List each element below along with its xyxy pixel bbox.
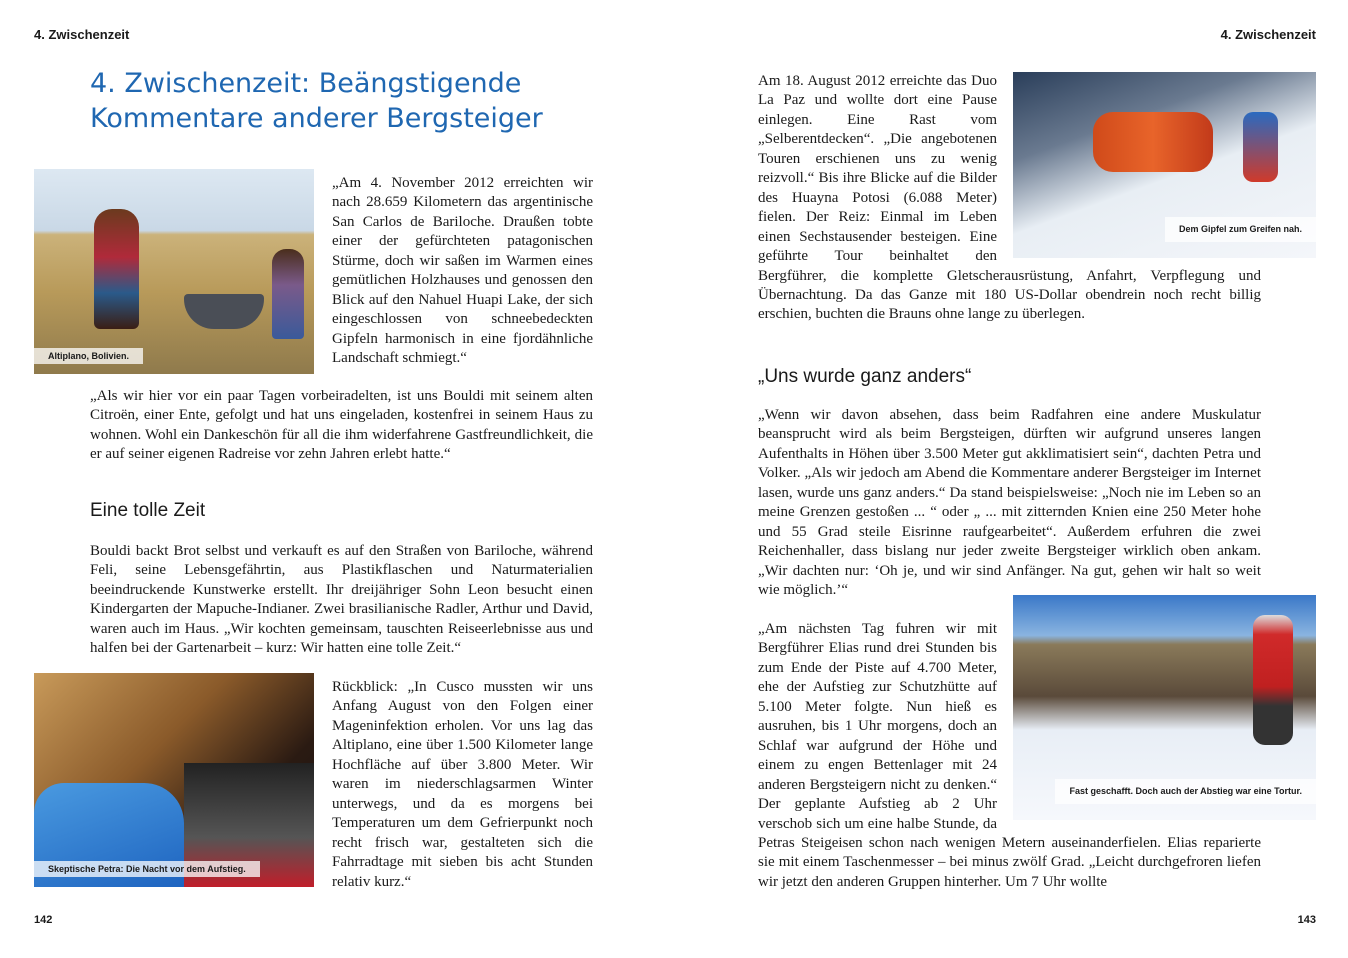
page-number: 143: [1297, 914, 1316, 926]
altiplano-photo: [34, 169, 314, 374]
paragraph: „Wenn wir davon absehen, dass beim Radfahren eine andere Muskulatur beansprucht wird als beim Bergsteigen, dürften wir aufgrund unseres langen Aufenthalts in Höhen über 3.500 Meter gut akklimatisiert sein“, dachten Petra und Volker. „Als wir jedoch am Abend die Kommentare anderer Bergsteiger im Internet lasen, wurde uns ganz anders.“ Da stand beispielsweise: „Noch nie im Leben so an meine Grenzen gestoßen ... “ oder „ ... mit zitternden Knien eine 250 Meter hohe und 55 Grad steile Eisrinne raufgearbeitet“. Außerdem erfuhren die zwei Reichenhaller, dass bislang nur jeder zweite Bergsteiger wirklich oben ankam. „Wir dachten nur: ‘Oh je, und wir sind Anfänger. Na gut, gehen wir halt so weit wie möglich.’“: [758, 407, 1261, 599]
paragraph: Rückblick: „In Cusco mussten wir uns Anfang August von den Folgen einer Mageninfektion erholen. Vor uns lag das Altiplano, eine über 1.500 Kilometer lange Hochfläche auf über 3.800 Meter. Wir waren im niederschlagsarmen Winter unterwegs, und da es morgens bei Temperaturen um dem Gefrierpunkt noch recht frisch war, gestalteten sich die Fahrradtage mit sieben bis acht Stunden relativ kurz.“: [332, 679, 593, 890]
photo-caption: Fast geschafft. Doch auch der Abstieg war eine Tortur.: [1055, 779, 1316, 804]
paragraph: Am 18. August 2012 erreichte das Duo La Paz und wollte dort eine Pause einlegen. Eine Rast vom „Selberentdecken“. „Die angebotenen Touren erschienen uns zu wenig reizvoll.“ Bis ihre Blicke auf die Bilder des Huayna Potosi (6.088 Meter) fielen. Der Reiz: Einmal im Leben einen Sechstausender besteigen. Eine geführte Tour beinhaltet den Bergführer, die komplette Gletscherausrüstung, Anfahrt, Verpflegung und Übernachtung. Da das Ganze mit 180 US-Dollar obendrein noch recht billig erschien, buchten die Brauns ohne lange zu überlegen.: [758, 73, 1261, 323]
running-head: 4. Zwischenzeit: [1220, 27, 1316, 42]
page-number: 142: [34, 914, 53, 926]
paragraph: Bouldi backt Brot selbst und verkauft es auf den Straßen von Bariloche, während Feli, seine Lebensgefährtin, aus Plastikflaschen und Naturmaterialien beeindruckende Kunstwerke erstellt. Ihr dreijähriger Sohn Leon besucht einen Kindergarten der Mapuche-Indianer. Zwei brasilianische Radler, Arthur und David, waren auch im Haus. „Wir kochten gemeinsam, tauschten Reiseerlebnisse aus und halfen bei der Gartenarbeit – kurz: Wir hatten eine tolle Zeit.“: [90, 543, 593, 657]
paragraph: „Als wir hier vor ein paar Tagen vorbeiradelten, ist uns Bouldi mit seinem alten Citroën, einer Ente, gefolgt und hat uns eingeladen, kostenfrei in seinem Haus zu wohnen. Wohl ein Dankeschön für all die ihm widerfahrene Gastfreundlichkeit, die er auf seiner eigenen Radreise vor zehn Jahren erlebt hatte.“: [90, 388, 593, 463]
paragraph: „Am 4. November 2012 erreichten wir nach 28.659 Kilometern das argentinische San Carlos de Bariloche. Draußen tobte einer der gefürchteten patagonischen Stürme, doch wir saßen im Warmen eines gemütlichen Holzhauses und genossen den Blick auf den Nahuel Huapi Lake, der sich eingeschlossen von schneebedeckten Gipfeln harmonisch in eine fjordähnliche Landschaft schmiegt.“: [332, 175, 593, 367]
section-heading: „Uns wurde ganz anders“: [758, 366, 972, 387]
tent-photo: [34, 673, 314, 887]
chapter-title: 4. Zwischenzeit: Beängstigende Kommentare anderer Bergsteiger: [90, 68, 543, 134]
climbers-photo: [1013, 72, 1316, 258]
photo-caption: Skeptische Petra: Die Nacht vor dem Aufstieg.: [34, 861, 260, 877]
summit-photo: [1013, 595, 1316, 820]
running-head: 4. Zwischenzeit: [34, 27, 130, 42]
photo-caption: Dem Gipfel zum Greifen nah.: [1165, 217, 1316, 242]
photo-caption: Altiplano, Bolivien.: [34, 348, 143, 364]
section-heading: Eine tolle Zeit: [90, 500, 206, 521]
paragraph: „Am nächsten Tag fuhren wir mit Bergführer Elias rund drei Stunden bis zum Ende der Piste auf 4.700 Meter, ehe der Aufstieg zur Schutzhütte auf 5.100 Meter folgte. Nun hieß es ausruhen, bis 1 Uhr morgens, doch an Schlaf war aufgrund der Höhe und einem zu engen Bettenlager mit 24 anderen Bergsteigern nicht zu denken.“ Der geplante Aufstieg ab 2 Uhr verschob sich um eine halbe Stunde, da Petras Steigeisen schon nach wenigen Metern auseinanderfielen. Elias reparierte sie mit einem Taschenmesser – bei minus zwölf Grad. „Leicht durchgefroren liefen wir jetzt den anderen Gruppen hinterher. Um 7 Uhr wollte: [758, 621, 1261, 890]
